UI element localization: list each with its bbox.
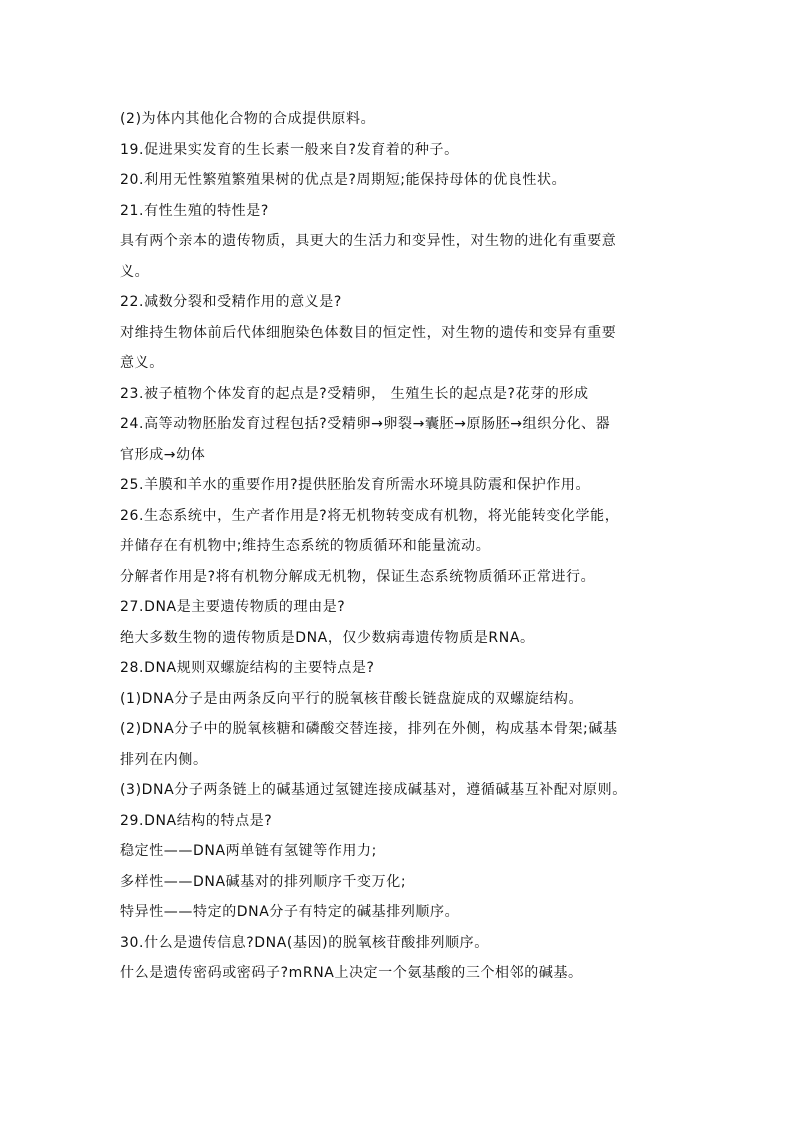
text-line: (2)为体内其他化合物的合成提供原料。 bbox=[120, 111, 376, 127]
text-line: 分解者作用是?将有机物分解成无机物，保证生态系统物质循环正常进行。 bbox=[120, 568, 596, 585]
text-line: 具有两个亲本的遗传物质，具更大的生活力和变异性，对生物的进化有重要意 bbox=[120, 233, 617, 249]
text-line: 25.羊膜和羊水的重要作用?提供胚胎发育所需水环境具防震和保护作用。 bbox=[120, 477, 591, 493]
text-line: 19.促进果实发育的生长素一般来自?发育着的种子。 bbox=[120, 141, 459, 158]
text-line: 21.有性生殖的特性是? bbox=[120, 202, 269, 219]
text-line: 29.DNA结构的特点是? bbox=[120, 812, 273, 829]
text-line: 23.被子植物个体发育的起点是?受精卵， 生殖生长的起点是?花芽的形成 bbox=[120, 385, 589, 402]
text-line: 多样性——DNA碱基对的排列顺序千变万化; bbox=[120, 873, 407, 890]
text-line: (3)DNA分子两条链上的碱基通过氢键连接成碱基对，遵循碱基互补配对原则。 bbox=[120, 782, 627, 798]
text-line: 绝大多数生物的遗传物质是DNA，仅少数病毒遗传物质是RNA。 bbox=[120, 629, 535, 646]
text-line: 对维持生物体前后代体细胞染色体数目的恒定性，对生物的遗传和变异有重要 bbox=[120, 324, 617, 341]
text-line: 什么是遗传密码或密码子?mRNA上决定一个氨基酸的三个相邻的碱基。 bbox=[120, 965, 583, 981]
text-line: 官形成→幼体 bbox=[120, 446, 206, 463]
text-line: 30.什么是遗传信息?DNA(基因)的脱氧核苷酸排列顺序。 bbox=[120, 934, 489, 951]
text-line: 特异性——特定的DNA分子有特定的碱基排列顺序。 bbox=[120, 904, 460, 920]
text-line: 意义。 bbox=[120, 355, 164, 371]
text-line: (2)DNA分子中的脱氧核糖和磷酸交替连接，排列在外侧，构成基本骨架;碱基 bbox=[120, 721, 618, 737]
text-line: 20.利用无性繁殖繁殖果树的优点是?周期短;能保持母体的优良性状。 bbox=[120, 172, 567, 188]
document-body bbox=[120, 104, 680, 989]
text-line: 义。 bbox=[120, 263, 150, 280]
text-line: 稳定性——DNA两单链有氢键等作用力; bbox=[120, 843, 377, 859]
text-line: 26.生态系统中，生产者作用是?将无机物转变成有机物，将光能转变化学能， bbox=[120, 507, 620, 524]
text-line: 22.减数分裂和受精作用的意义是? bbox=[120, 294, 342, 310]
text-line: 28.DNA规则双螺旋结构的主要特点是? bbox=[120, 660, 375, 676]
text-line: 27.DNA是主要遗传物质的理由是? bbox=[120, 599, 346, 615]
text-line: 并储存在有机物中;维持生态系统的物质循环和能量流动。 bbox=[120, 538, 491, 554]
text-line: 24.高等动物胚胎发育过程包括?受精卵→卵裂→囊胚→原肠胚→组织分化、器 bbox=[120, 416, 611, 432]
text-line: 排列在内侧。 bbox=[120, 751, 208, 768]
text-line: (1)DNA分子是由两条反向平行的脱氧核苷酸长链盘旋成的双螺旋结构。 bbox=[120, 690, 584, 707]
